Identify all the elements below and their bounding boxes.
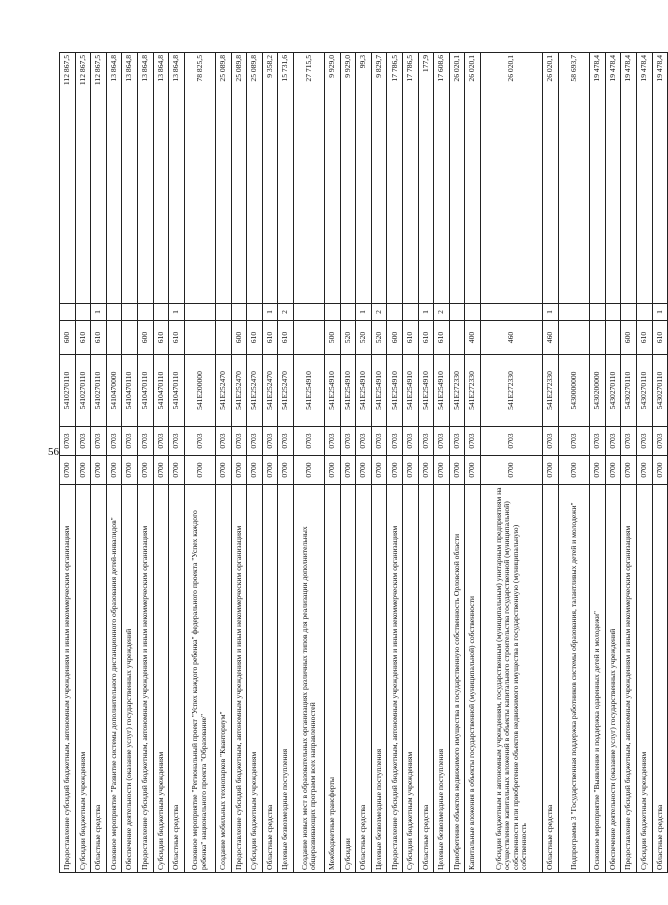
table-row xyxy=(293,53,324,873)
subsection-code: 0703 xyxy=(106,427,122,456)
target-article-code: 541E254910 xyxy=(325,355,341,427)
row-name: Основное мероприятие "Развитие системы дополнительного дистанционного образования детей-инвалидов" xyxy=(106,485,122,873)
table-body xyxy=(60,53,668,873)
row-name: Обеспечение деятельности (оказание услуг) государственных учреждений xyxy=(605,485,621,873)
funding-source-code xyxy=(231,304,247,321)
budget-table xyxy=(59,52,668,873)
amount: 19 478,4 xyxy=(605,53,621,304)
subsection-code: 0703 xyxy=(75,427,91,456)
expense-type-code: 610 xyxy=(169,321,185,355)
row-name: Областные средства xyxy=(91,485,107,873)
funding-source-code xyxy=(559,304,590,321)
section-code: 0700 xyxy=(418,456,434,485)
subsection-code: 0703 xyxy=(278,427,294,456)
funding-source-code xyxy=(403,304,419,321)
expense-type-code xyxy=(605,321,621,355)
expense-type-code: 520 xyxy=(340,321,356,355)
section-code: 0700 xyxy=(278,456,294,485)
table-row xyxy=(418,53,434,873)
funding-source-code: 1 xyxy=(652,304,668,321)
funding-source-code xyxy=(60,304,76,321)
table-row xyxy=(481,53,543,873)
target-article-code: 5430200000 xyxy=(590,355,606,427)
expense-type-code xyxy=(184,321,215,355)
expense-type-code: 610 xyxy=(418,321,434,355)
section-code: 0700 xyxy=(371,456,387,485)
expense-type-code: 600 xyxy=(387,321,403,355)
expense-type-code: 460 xyxy=(481,321,543,355)
expense-type-code xyxy=(215,321,231,355)
section-code: 0700 xyxy=(325,456,341,485)
target-article-code: 541E254910 xyxy=(371,355,387,427)
amount: 9 929,0 xyxy=(340,53,356,304)
target-article-code: 541E272330 xyxy=(481,355,543,427)
expense-type-code: 610 xyxy=(75,321,91,355)
funding-source-code: 1 xyxy=(418,304,434,321)
amount: 25 089,8 xyxy=(231,53,247,304)
table-row xyxy=(75,53,91,873)
target-article-code: 5430270110 xyxy=(636,355,652,427)
funding-source-code xyxy=(293,304,324,321)
subsection-code: 0703 xyxy=(449,427,465,456)
row-name: Субсидии xyxy=(340,485,356,873)
funding-source-code xyxy=(621,304,637,321)
funding-source-code xyxy=(465,304,481,321)
table-row xyxy=(106,53,122,873)
amount: 26 020,1 xyxy=(449,53,465,304)
section-code: 0700 xyxy=(605,456,621,485)
amount: 13 864,8 xyxy=(153,53,169,304)
subsection-code: 0703 xyxy=(153,427,169,456)
subsection-code: 0703 xyxy=(434,427,450,456)
row-name: Целевые безвозмездные поступления xyxy=(371,485,387,873)
table-row xyxy=(465,53,481,873)
amount: 9 358,2 xyxy=(262,53,278,304)
target-article-code: 5430270110 xyxy=(621,355,637,427)
subsection-code: 0703 xyxy=(621,427,637,456)
table-row xyxy=(605,53,621,873)
row-name: Предоставление субсидий бюджетным, автономным учреждениям и иным некоммерческим организациям xyxy=(137,485,153,873)
amount: 26 020,1 xyxy=(481,53,543,304)
page-number: 56 xyxy=(48,446,59,458)
table-row xyxy=(60,53,76,873)
row-name: Приобретение объектов недвижимого имущества в государственную собственность Орловской области xyxy=(449,485,465,873)
expense-type-code: 610 xyxy=(278,321,294,355)
row-name: Областные средства xyxy=(418,485,434,873)
funding-source-code: 1 xyxy=(91,304,107,321)
target-article-code: 541E272330 xyxy=(465,355,481,427)
funding-source-code xyxy=(215,304,231,321)
subsection-code: 0703 xyxy=(559,427,590,456)
amount: 19 478,4 xyxy=(590,53,606,304)
section-code: 0700 xyxy=(621,456,637,485)
table-row xyxy=(559,53,590,873)
subsection-code: 0703 xyxy=(356,427,372,456)
subsection-code: 0703 xyxy=(605,427,621,456)
table-row xyxy=(231,53,247,873)
funding-source-code xyxy=(106,304,122,321)
amount: 13 864,8 xyxy=(169,53,185,304)
target-article-code: 5410470110 xyxy=(169,355,185,427)
section-code: 0700 xyxy=(91,456,107,485)
funding-source-code: 1 xyxy=(169,304,185,321)
table-row xyxy=(434,53,450,873)
target-article-code: 541E254910 xyxy=(356,355,372,427)
table-row xyxy=(153,53,169,873)
target-article-code: 5430270110 xyxy=(652,355,668,427)
expense-type-code xyxy=(559,321,590,355)
expense-type-code: 600 xyxy=(621,321,637,355)
table-row xyxy=(621,53,637,873)
target-article-code: 541E272330 xyxy=(449,355,465,427)
target-article-code: 5410270110 xyxy=(91,355,107,427)
section-code: 0700 xyxy=(137,456,153,485)
amount: 112 867,5 xyxy=(60,53,76,304)
table-row xyxy=(262,53,278,873)
amount: 26 020,1 xyxy=(543,53,559,304)
expense-type-code: 610 xyxy=(652,321,668,355)
target-article-code: 5430270110 xyxy=(605,355,621,427)
row-name: Целевые безвозмездные поступления xyxy=(434,485,450,873)
row-name: Создание мобильных технопарков "Кванториум" xyxy=(215,485,231,873)
subsection-code: 0703 xyxy=(465,427,481,456)
table-row xyxy=(137,53,153,873)
row-name: Предоставление субсидий бюджетным, автономным учреждениям и иным некоммерческим организациям xyxy=(387,485,403,873)
table-row xyxy=(278,53,294,873)
row-name: Субсидии бюджетным и автономным учреждениям, государственным (муниципальным) унитарным предприятиям на осуществление капитальных вложений в объекты капитального строительства государственной (муниципальной) собственности или приобретение объектов недвижимого имущества в государственную (муниципальную) собственность xyxy=(481,485,543,873)
section-code: 0700 xyxy=(60,456,76,485)
funding-source-code xyxy=(184,304,215,321)
target-article-code: 541E252470 xyxy=(247,355,263,427)
table-row xyxy=(247,53,263,873)
section-code: 0700 xyxy=(247,456,263,485)
row-name: Областные средства xyxy=(356,485,372,873)
expense-type-code: 610 xyxy=(434,321,450,355)
section-code: 0700 xyxy=(169,456,185,485)
table-row xyxy=(169,53,185,873)
subsection-code: 0703 xyxy=(636,427,652,456)
section-code: 0700 xyxy=(652,456,668,485)
amount: 112 867,5 xyxy=(91,53,107,304)
target-article-code: 541E254910 xyxy=(293,355,324,427)
table-row xyxy=(325,53,341,873)
section-code: 0700 xyxy=(636,456,652,485)
table-row xyxy=(449,53,465,873)
funding-source-code xyxy=(137,304,153,321)
table-row xyxy=(122,53,138,873)
section-code: 0700 xyxy=(231,456,247,485)
expense-type-code: 610 xyxy=(91,321,107,355)
amount: 25 089,8 xyxy=(215,53,231,304)
subsection-code: 0703 xyxy=(590,427,606,456)
row-name: Целевые безвозмездные поступления xyxy=(278,485,294,873)
expense-type-code: 600 xyxy=(60,321,76,355)
row-name: Областные средства xyxy=(169,485,185,873)
amount: 9 929,0 xyxy=(325,53,341,304)
amount: 177,9 xyxy=(418,53,434,304)
subsection-code: 0703 xyxy=(543,427,559,456)
row-name: Основное мероприятие "Региональный проект "Успех каждого ребенка" федерального проекта "Успех каждого ребенка" национального проекта "Образование" xyxy=(184,485,215,873)
table-row xyxy=(636,53,652,873)
funding-source-code: 1 xyxy=(356,304,372,321)
section-code: 0700 xyxy=(340,456,356,485)
funding-source-code: 1 xyxy=(262,304,278,321)
section-code: 0700 xyxy=(434,456,450,485)
subsection-code: 0703 xyxy=(371,427,387,456)
subsection-code: 0703 xyxy=(418,427,434,456)
subsection-code: 0703 xyxy=(137,427,153,456)
target-article-code: 541E200000 xyxy=(184,355,215,427)
target-article-code: 5410470110 xyxy=(153,355,169,427)
funding-source-code: 2 xyxy=(278,304,294,321)
table-row xyxy=(590,53,606,873)
subsection-code: 0703 xyxy=(231,427,247,456)
section-code: 0700 xyxy=(481,456,543,485)
expense-type-code: 520 xyxy=(371,321,387,355)
table-row xyxy=(91,53,107,873)
funding-source-code xyxy=(481,304,543,321)
amount: 17 786,5 xyxy=(403,53,419,304)
section-code: 0700 xyxy=(465,456,481,485)
table-row xyxy=(340,53,356,873)
funding-source-code: 2 xyxy=(434,304,450,321)
target-article-code: 541E254910 xyxy=(340,355,356,427)
expense-type-code: 610 xyxy=(262,321,278,355)
row-name: Обеспечение деятельности (оказание услуг) государственных учреждений xyxy=(122,485,138,873)
target-article-code: 5410470000 xyxy=(106,355,122,427)
amount: 19 478,4 xyxy=(636,53,652,304)
section-code: 0700 xyxy=(543,456,559,485)
funding-source-code xyxy=(590,304,606,321)
section-code: 0700 xyxy=(184,456,215,485)
row-name: Субсидии бюджетным учреждениям xyxy=(403,485,419,873)
target-article-code: 5410270110 xyxy=(60,355,76,427)
section-code: 0700 xyxy=(153,456,169,485)
expense-type-code xyxy=(590,321,606,355)
amount: 27 715,5 xyxy=(293,53,324,304)
target-article-code: 5430000000 xyxy=(559,355,590,427)
subsection-code: 0703 xyxy=(403,427,419,456)
amount: 17 786,5 xyxy=(387,53,403,304)
row-name: Предоставление субсидий бюджетным, автономным учреждениям и иным некоммерческим организациям xyxy=(621,485,637,873)
row-name: Областные средства xyxy=(543,485,559,873)
subsection-code: 0703 xyxy=(169,427,185,456)
row-name: Субсидии бюджетным учреждениям xyxy=(75,485,91,873)
expense-type-code: 500 xyxy=(325,321,341,355)
subsection-code: 0703 xyxy=(652,427,668,456)
table-row xyxy=(184,53,215,873)
subsection-code: 0703 xyxy=(293,427,324,456)
subsection-code: 0703 xyxy=(184,427,215,456)
subsection-code: 0703 xyxy=(122,427,138,456)
section-code: 0700 xyxy=(122,456,138,485)
row-name: Подпрограмма 3 "Государственная поддержка работников системы образования, талантливых детей и молодежи" xyxy=(559,485,590,873)
row-name: Областные средства xyxy=(652,485,668,873)
funding-source-code xyxy=(247,304,263,321)
target-article-code: 541E272330 xyxy=(543,355,559,427)
subsection-code: 0703 xyxy=(91,427,107,456)
row-name: Предоставление субсидий бюджетным, автономным учреждениям и иным некоммерческим организациям xyxy=(60,485,76,873)
funding-source-code xyxy=(636,304,652,321)
subsection-code: 0703 xyxy=(340,427,356,456)
target-article-code: 5410470110 xyxy=(137,355,153,427)
section-code: 0700 xyxy=(293,456,324,485)
row-name: Предоставление субсидий бюджетным, автономным учреждениям и иным некоммерческим организациям xyxy=(231,485,247,873)
expense-type-code: 610 xyxy=(403,321,419,355)
table-row xyxy=(215,53,231,873)
amount: 25 089,8 xyxy=(247,53,263,304)
funding-source-code: 2 xyxy=(371,304,387,321)
funding-source-code xyxy=(122,304,138,321)
section-code: 0700 xyxy=(215,456,231,485)
section-code: 0700 xyxy=(559,456,590,485)
subsection-code: 0703 xyxy=(215,427,231,456)
expense-type-code xyxy=(449,321,465,355)
amount: 26 020,1 xyxy=(465,53,481,304)
section-code: 0700 xyxy=(403,456,419,485)
expense-type-code: 610 xyxy=(636,321,652,355)
target-article-code: 541E254910 xyxy=(387,355,403,427)
target-article-code: 541E254910 xyxy=(418,355,434,427)
amount: 9 829,7 xyxy=(371,53,387,304)
amount: 99,3 xyxy=(356,53,372,304)
target-article-code: 541E252470 xyxy=(215,355,231,427)
row-name: Межбюджетные трансферты xyxy=(325,485,341,873)
amount: 17 608,6 xyxy=(434,53,450,304)
row-name: Создание новых мест в образовательных организациях различных типов для реализации дополнительных общеразвивающих программ всех направленностей xyxy=(293,485,324,873)
table-row xyxy=(652,53,668,873)
expense-type-code: 600 xyxy=(137,321,153,355)
target-article-code: 541E252470 xyxy=(262,355,278,427)
expense-type-code: 400 xyxy=(465,321,481,355)
amount: 78 825,5 xyxy=(184,53,215,304)
funding-source-code xyxy=(605,304,621,321)
section-code: 0700 xyxy=(356,456,372,485)
expense-type-code: 460 xyxy=(543,321,559,355)
section-code: 0700 xyxy=(387,456,403,485)
amount: 112 867,5 xyxy=(75,53,91,304)
expense-type-code: 520 xyxy=(356,321,372,355)
amount: 19 478,4 xyxy=(621,53,637,304)
row-name: Областные средства xyxy=(262,485,278,873)
expense-type-code xyxy=(293,321,324,355)
target-article-code: 541E254910 xyxy=(403,355,419,427)
row-name: Основное мероприятие "Выявление и поддержка одаренных детей и молодежи" xyxy=(590,485,606,873)
row-name: Субсидии бюджетным учреждениям xyxy=(247,485,263,873)
row-name: Капитальные вложения в объекты государственной (муниципальной) собственности xyxy=(465,485,481,873)
funding-source-code xyxy=(325,304,341,321)
subsection-code: 0703 xyxy=(60,427,76,456)
section-code: 0700 xyxy=(75,456,91,485)
amount: 13 864,8 xyxy=(106,53,122,304)
amount: 15 731,6 xyxy=(278,53,294,304)
table-row xyxy=(543,53,559,873)
table-row xyxy=(403,53,419,873)
subsection-code: 0703 xyxy=(325,427,341,456)
funding-source-code xyxy=(449,304,465,321)
section-code: 0700 xyxy=(590,456,606,485)
funding-source-code xyxy=(387,304,403,321)
subsection-code: 0703 xyxy=(481,427,543,456)
budget-table-rotated xyxy=(59,53,664,873)
target-article-code: 541E252470 xyxy=(278,355,294,427)
subsection-code: 0703 xyxy=(262,427,278,456)
section-code: 0700 xyxy=(262,456,278,485)
funding-source-code xyxy=(340,304,356,321)
amount: 13 864,8 xyxy=(122,53,138,304)
row-name: Субсидии бюджетным учреждениям xyxy=(153,485,169,873)
expense-type-code xyxy=(106,321,122,355)
expense-type-code: 600 xyxy=(231,321,247,355)
table-row xyxy=(371,53,387,873)
target-article-code: 5410470110 xyxy=(122,355,138,427)
expense-type-code: 610 xyxy=(153,321,169,355)
amount: 13 864,8 xyxy=(137,53,153,304)
funding-source-code xyxy=(75,304,91,321)
section-code: 0700 xyxy=(106,456,122,485)
table-row xyxy=(356,53,372,873)
target-article-code: 5410270110 xyxy=(75,355,91,427)
subsection-code: 0703 xyxy=(387,427,403,456)
expense-type-code: 610 xyxy=(247,321,263,355)
table-row xyxy=(387,53,403,873)
row-name: Субсидии бюджетным учреждениям xyxy=(636,485,652,873)
amount: 58 693,7 xyxy=(559,53,590,304)
funding-source-code xyxy=(153,304,169,321)
expense-type-code xyxy=(122,321,138,355)
section-code: 0700 xyxy=(449,456,465,485)
target-article-code: 541E254910 xyxy=(434,355,450,427)
amount: 19 478,4 xyxy=(652,53,668,304)
funding-source-code: 1 xyxy=(543,304,559,321)
target-article-code: 541E252470 xyxy=(231,355,247,427)
subsection-code: 0703 xyxy=(247,427,263,456)
